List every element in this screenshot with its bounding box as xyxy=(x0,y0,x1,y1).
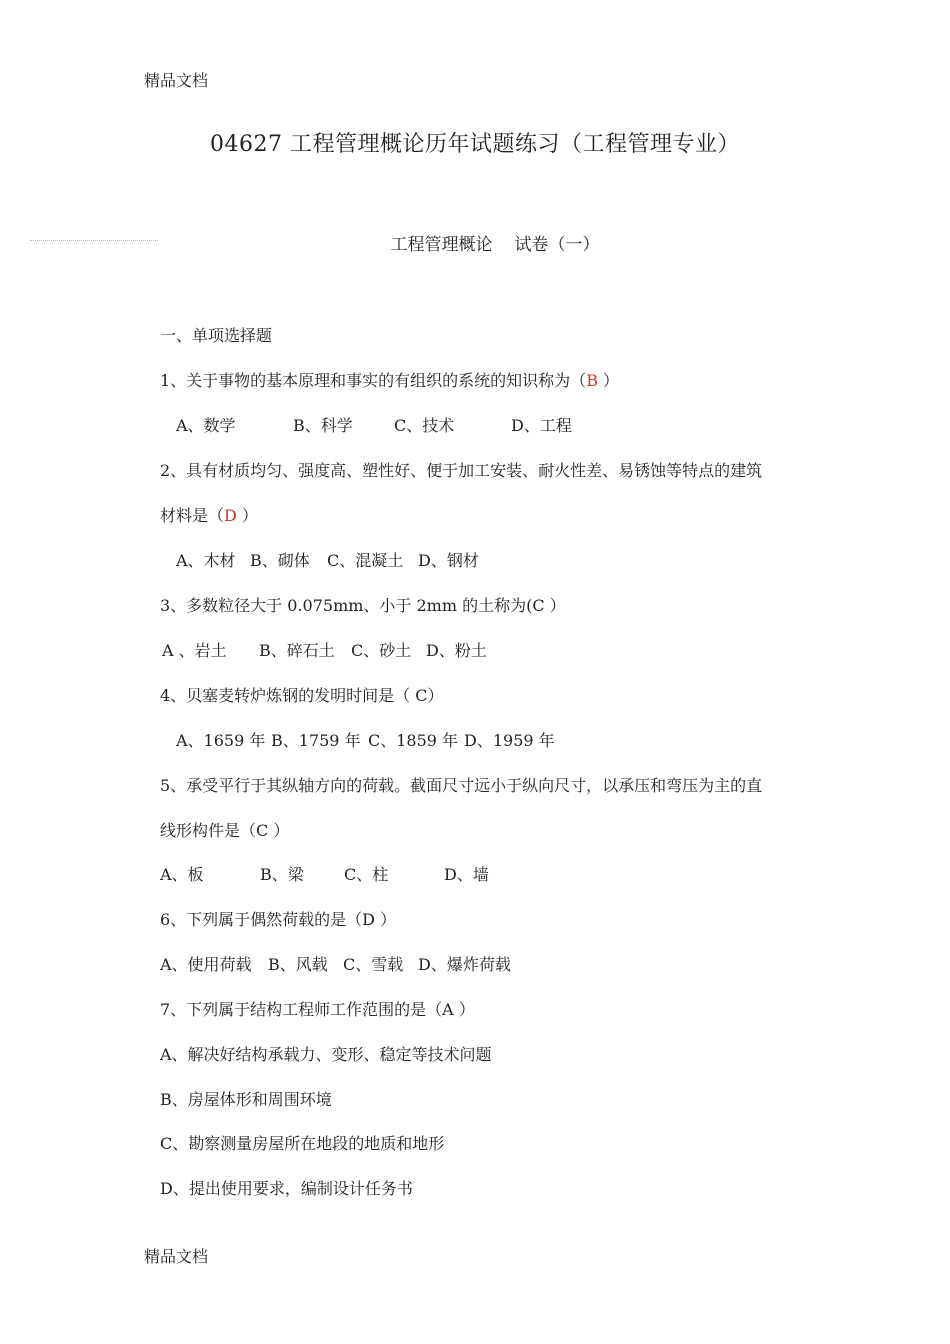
option: C、混凝土 xyxy=(327,551,404,570)
page-footer: 精品文档 xyxy=(144,1247,209,1266)
option: C、雪载 xyxy=(343,955,404,974)
option: B、风载 xyxy=(268,955,328,974)
option: D、1959 年 xyxy=(464,731,555,750)
option: D、粉土 xyxy=(426,641,487,660)
option: B、科学 xyxy=(293,416,353,435)
option: D、墙 xyxy=(444,865,489,884)
option: B、梁 xyxy=(260,865,304,884)
option: A、木材 xyxy=(176,551,236,570)
option: C、1859 年 xyxy=(368,731,459,750)
document-title: 04627 工程管理概论历年试题练习（工程管理专业） xyxy=(210,132,740,157)
question-1-answer: B xyxy=(586,371,598,390)
option: C、技术 xyxy=(394,416,455,435)
option: D、爆炸荷载 xyxy=(418,955,511,974)
option: B、1759 年 xyxy=(271,731,361,750)
question-1 xyxy=(160,368,619,391)
option: D、工程 xyxy=(511,416,572,435)
option: D、钢材 xyxy=(418,551,479,570)
question-2-close: ） xyxy=(236,506,258,525)
question-2-text: 材料是（ xyxy=(160,506,225,525)
question-1-close: ） xyxy=(597,371,620,390)
option: B、砌体 xyxy=(250,551,310,570)
question-7-option-b: B、房屋体形和周围环境 xyxy=(160,1090,332,1109)
question-2-answer: D xyxy=(224,506,237,525)
question-7-option-d: D、提出使用要求，编制设计任务书 xyxy=(160,1179,413,1198)
option: C、砂土 xyxy=(351,641,412,660)
question-7-option-c: C、勘察测量房屋所在地段的地质和地形 xyxy=(160,1134,445,1153)
subtitle-course: 工程管理概论 xyxy=(390,235,493,255)
option: C、柱 xyxy=(344,865,389,884)
question-2-line-1: 2、具有材质均匀、强度高、塑性好、便于加工安装、耐火性差、易锈蚀等特点的建筑 xyxy=(160,461,763,480)
question-1-text: 1、关于事物的基本原理和事实的有组织的系统的知识称为（ xyxy=(160,371,587,390)
page-header: 精品文档 xyxy=(144,71,209,90)
question-2-line-2 xyxy=(160,503,258,526)
question-3: 3、多数粒径大于 0.075mm、小于 2mm 的土称为(C ） xyxy=(160,596,566,615)
exam-subtitle xyxy=(0,230,950,255)
question-6: 6、下列属于偶然荷载的是（D ） xyxy=(160,910,397,929)
question-7-option-a: A、解决好结构承载力、变形、稳定等技术问题 xyxy=(160,1045,492,1064)
question-5-line-1: 5、承受平行于其纵轴方向的荷载。截面尺寸远小于纵向尺寸，以承压和弯压为主的直 xyxy=(160,776,763,795)
option: B、碎石土 xyxy=(259,641,335,660)
question-4: 4、贝塞麦转炉炼钢的发明时间是（ C） xyxy=(160,686,444,705)
question-5-line-2: 线形构件是（C ） xyxy=(160,821,290,840)
option: A 、岩土 xyxy=(162,641,227,660)
option: A、数学 xyxy=(176,416,236,435)
section-heading: 一、单项选择题 xyxy=(160,326,273,345)
option: A、1659 年 xyxy=(176,731,266,750)
question-7: 7、下列属于结构工程师工作范围的是（A ） xyxy=(160,1000,475,1019)
subtitle-paper: 试卷（一） xyxy=(514,235,600,255)
option: A、使用荷载 xyxy=(160,955,252,974)
option: A、板 xyxy=(160,865,204,884)
